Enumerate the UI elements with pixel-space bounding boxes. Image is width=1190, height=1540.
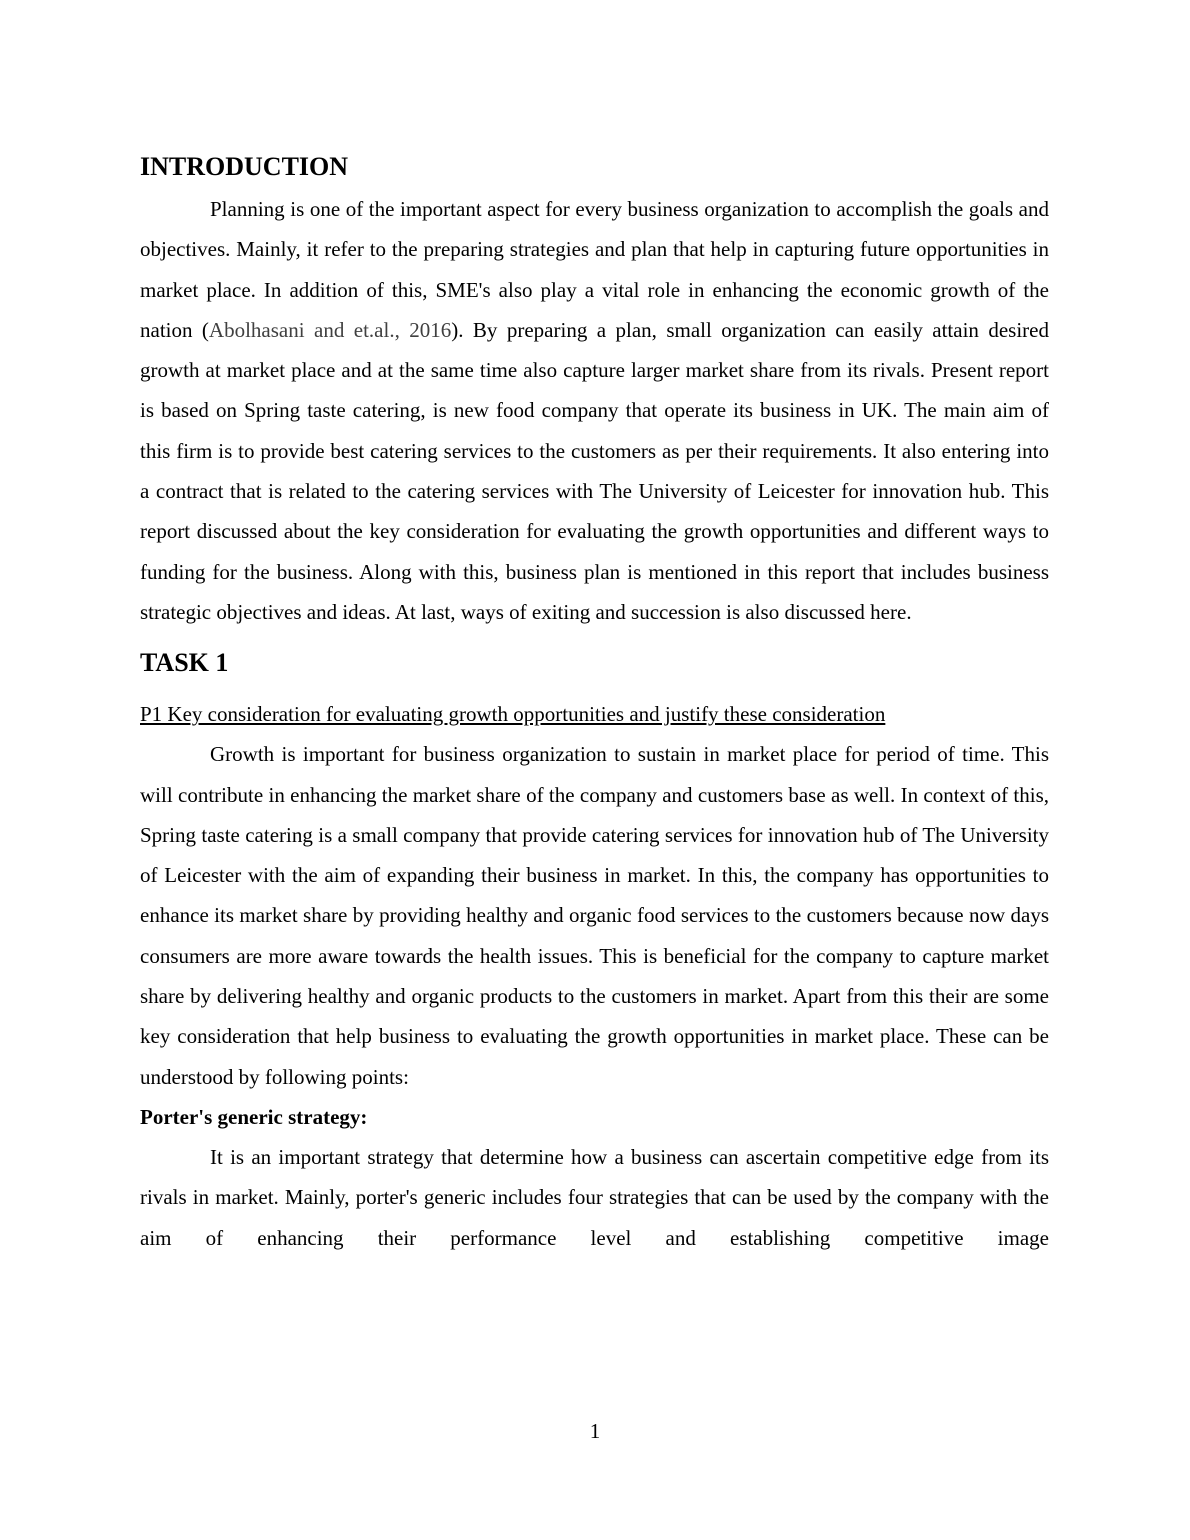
intro-paragraph (140, 189, 1049, 632)
intro-paragraph-text-1: Planning is one of the important aspect for every business organization to accomplish the goals and objectives. Mainly, it refer to the preparing strategies and plan that help in capturing future opportunities in market place. In addition of this, SME's also play a vital role in enhancing the economic growth of the nation ( (140, 197, 1049, 342)
p1-subheading: P1 Key consideration for evaluating growth opportunities and justify these consideration (140, 702, 886, 727)
porter-paragraph: It is an important strategy that determine how a business can ascertain competitive edge from its rivals in market. Mainly, porter's generic includes four strategies that can be used by the company with the aim of enhancing their performance level and establishing competitive image (140, 1144, 1049, 1250)
intro-paragraph-text-2: ). By preparing a plan, small organization can easily attain desired growth at market place and at the same time also capture larger market share from its rivals. Present report is based on Spring taste catering, is new food company that operate its business in UK. The main aim of this firm is to provide best catering services to the customers as per their requirements. It also entering into a contract that is related to the catering services with The University of Leicester for innovation hub. This report discussed about the key consideration for evaluating the growth opportunities and different ways to funding for the business. Along with this, business plan is mentioned in this report that includes business strategic objectives and ideas. At last, ways of exiting and succession is also discussed here. (140, 317, 1049, 624)
growth-paragraph: Growth is important for business organization to sustain in market place for period of time. This will contribute in enhancing the market share of the company and customers base as well. In context of this, Spring taste catering is a small company that provide catering services for innovation hub of The University of Leicester with the aim of expanding their business in market. In this, the company has opportunities to enhance its market share by providing healthy and organic food services to the customers because now days consumers are more aware towards the health issues. This is beneficial for the company to capture market share by delivering healthy and organic products to the customers in market. Apart from this their are some key consideration that help business to evaluating the growth opportunities in market place. These can be understood by following points: (140, 742, 1049, 1089)
porter-heading: Porter's generic strategy: (140, 1104, 368, 1129)
page-number: 1 (589, 1419, 601, 1443)
document-body (140, 150, 1049, 1258)
task-1-heading: TASK 1 (140, 648, 229, 678)
intro-citation: Abolhasani and et.al., 2016 (208, 317, 452, 342)
intro-heading: INTRODUCTION (140, 152, 349, 181)
